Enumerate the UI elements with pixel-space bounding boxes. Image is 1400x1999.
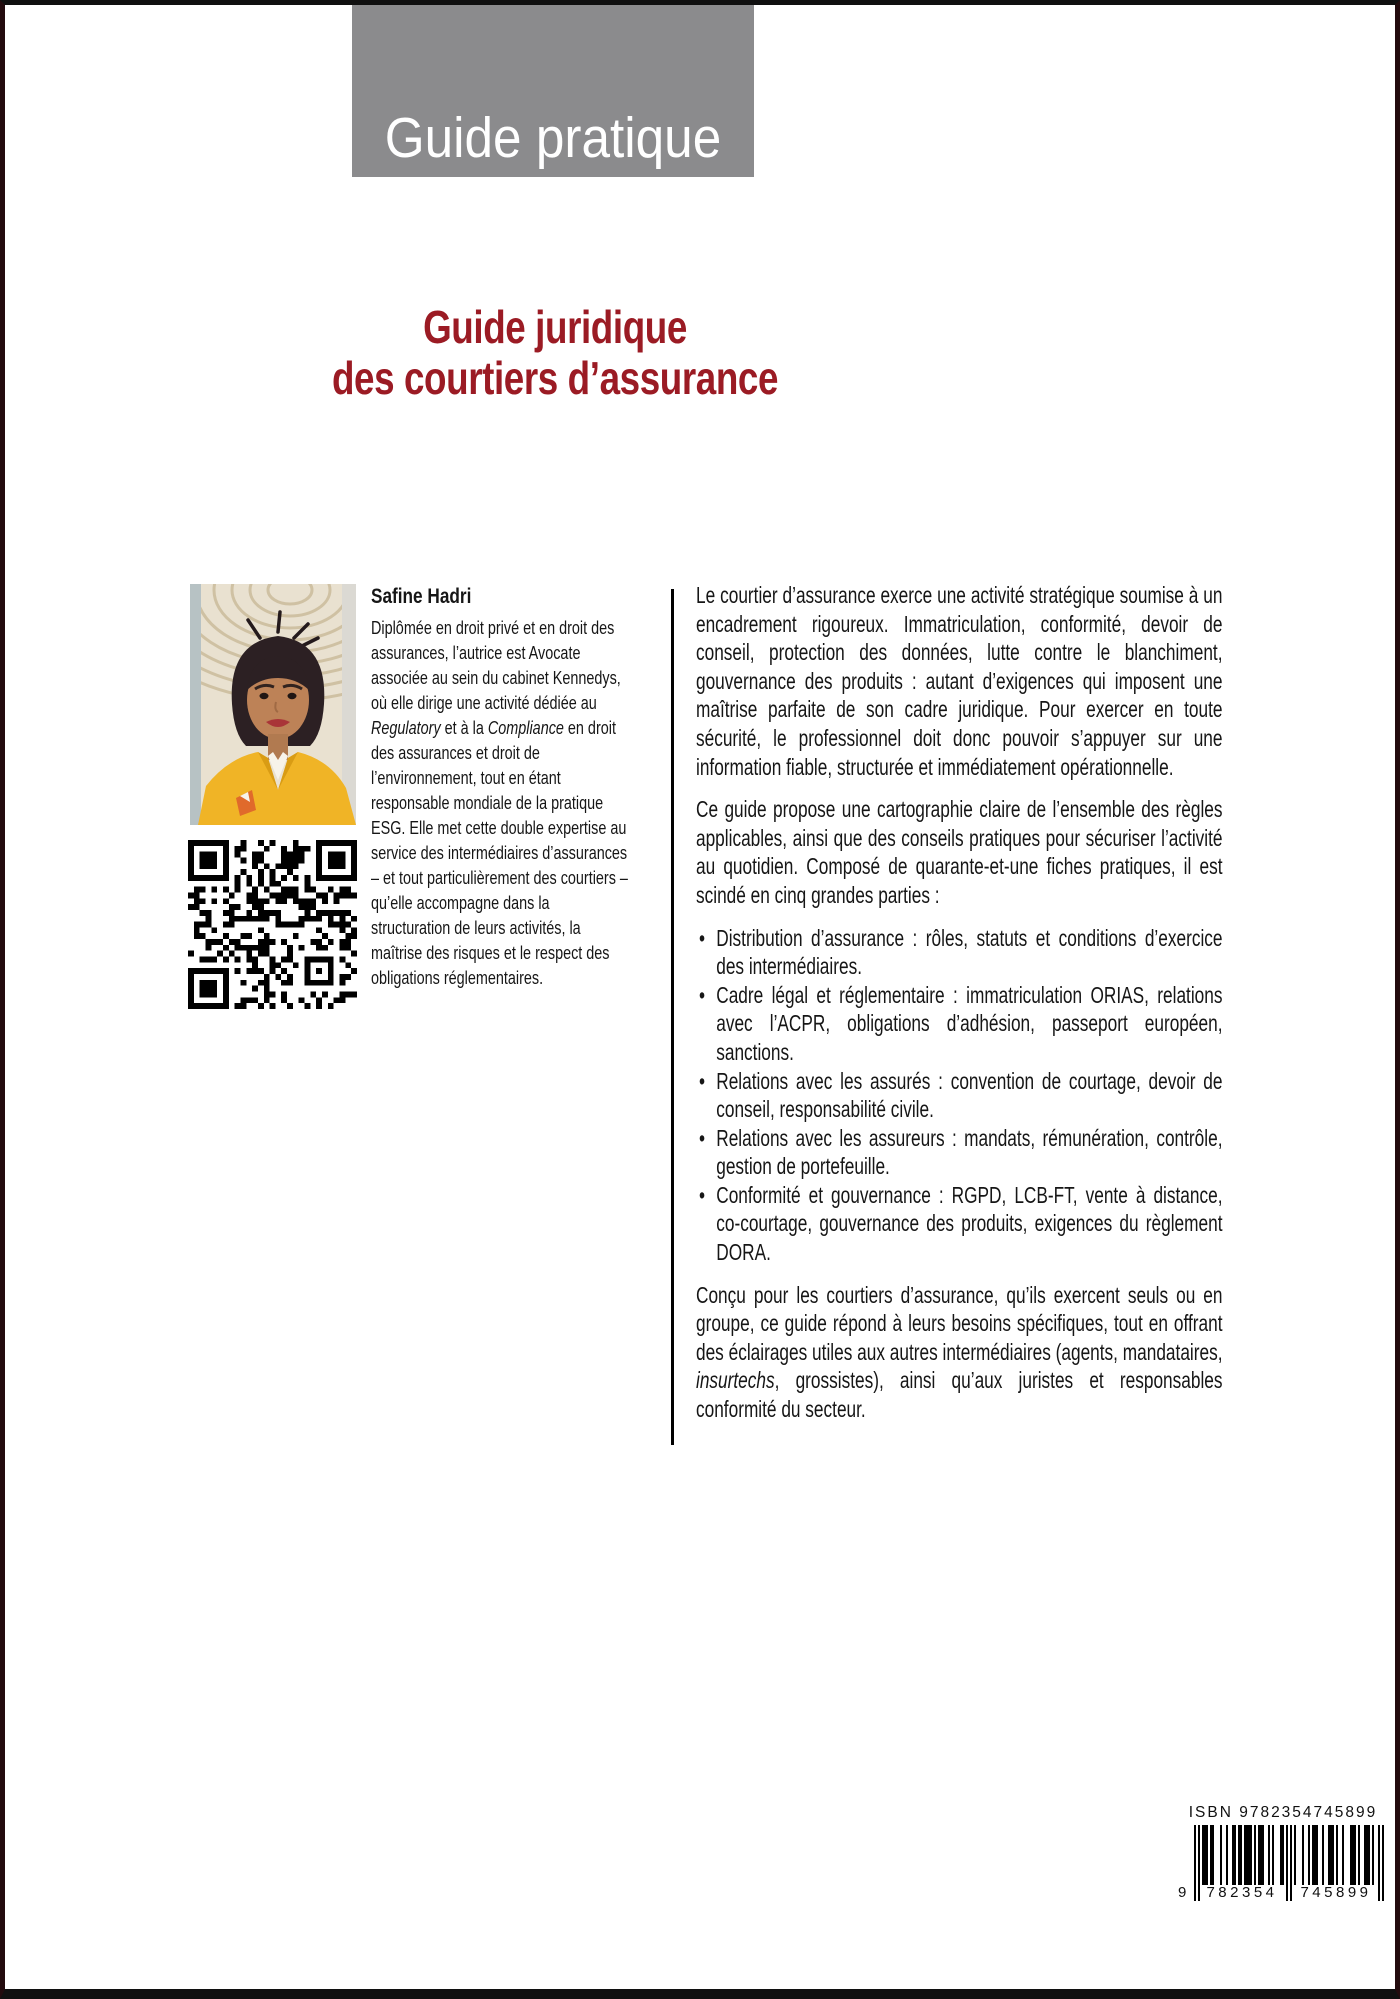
list-item: • Distribution d’assurance : rôles, statuts et conditions d’exercice des intermédiaires. (696, 924, 1223, 981)
page-title (235, 302, 875, 403)
author-photo (190, 584, 356, 825)
bio-part-2: et à la (440, 717, 488, 738)
column-divider (671, 589, 674, 1445)
isbn-block (1165, 1797, 1400, 1915)
barcode-digits-left: 782354 (1200, 1885, 1284, 1903)
qr-code (188, 840, 357, 1009)
para3-italic: insurtechs (696, 1367, 775, 1394)
collection-label: Guide pratique (384, 106, 722, 170)
list-item: • Relations avec les assurés : convention de courtage, devoir de conseil, responsabilité civile. (696, 1067, 1223, 1124)
author-section (371, 585, 629, 991)
bio-italic-compliance: Compliance (487, 717, 564, 738)
list-item: • Conformité et gouvernance : RGPD, LCB-FT, vente à distance, co-courtage, gouvernance des produits, exigences du règlement DORA. (696, 1181, 1223, 1267)
collection-banner (352, 5, 754, 177)
summary-bullet-list (696, 924, 1223, 1267)
barcode-digits-right: 745899 (1294, 1885, 1378, 1903)
isbn-label: ISBN 9782354745899 (1188, 1804, 1378, 1821)
bio-part-3: en droit des assurances et droit de l’environnement, tout en étant responsable mondiale de la pratique ESG. Elle met cette double expertise au service des intermédiaires d’assurances – et tout particulièrement des courtiers – qu’elle accompagne dans la structuration de leurs activités, la maîtrise des risques et le respect des obligations réglementaires. (371, 717, 628, 988)
summary-section (696, 581, 1223, 1424)
list-item: • Cadre légal et réglementaire : immatriculation ORIAS, relations avec l’ACPR, obligations d’adhésion, passeport européen, sanctions. (696, 981, 1223, 1067)
bio-italic-regulatory: Regulatory (371, 717, 441, 738)
summary-paragraph-1: Le courtier d’assurance exerce une activité stratégique soumise à un encadrement rigoureux. Immatriculation, conformité, devoir de conseil, protection des données, lutte contre le blanchiment, gouvernance des produits : autant d’exigences qui imposent une maîtrise parfaite de son cadre juridique. Pour exercer en toute sécurité, le professionnel doit donc pouvoir s’appuyer sur une information fiable, structurée et immédiatement opérationnelle. (696, 582, 1223, 780)
bio-part-1: Diplômée en droit privé et en droit des assurances, l’autrice est Avocate associée au sein du cabinet Kennedys, où elle dirige une activité dédiée au (371, 617, 621, 713)
para3-part-1: Conçu pour les courtiers d’assurance, qu’ils exercent seuls ou en groupe, ce guide répond à leurs besoins spécifiques, tout en offrant des éclairages utiles aux autres intermédiaires (agents, mandataires, (696, 1281, 1223, 1365)
para3-part-2: , grossistes), ainsi qu’aux juristes et responsables conformité du secteur. (696, 1367, 1223, 1423)
title-line-2: des courtiers d’assurance (331, 351, 779, 404)
summary-paragraph-3 (696, 1281, 1223, 1424)
ean13-barcode (1180, 1825, 1386, 1905)
summary-paragraph-2: Ce guide propose une cartographie claire de l’ensemble des règles applicables, ainsi que des conseils pratiques pour sécuriser l’activité au quotidien. Composé de quarante-et-une fiches pratiques, il est scindé en cinq grandes parties : (696, 796, 1223, 908)
author-bio (371, 616, 629, 991)
title-line-1: Guide juridique (423, 301, 687, 353)
list-item: • Relations avec les assureurs : mandats, rémunération, contrôle, gestion de portefeuille. (696, 1124, 1223, 1181)
barcode-digit-first: 9 (1178, 1884, 1187, 1901)
author-name: Safine Hadri (371, 584, 472, 608)
